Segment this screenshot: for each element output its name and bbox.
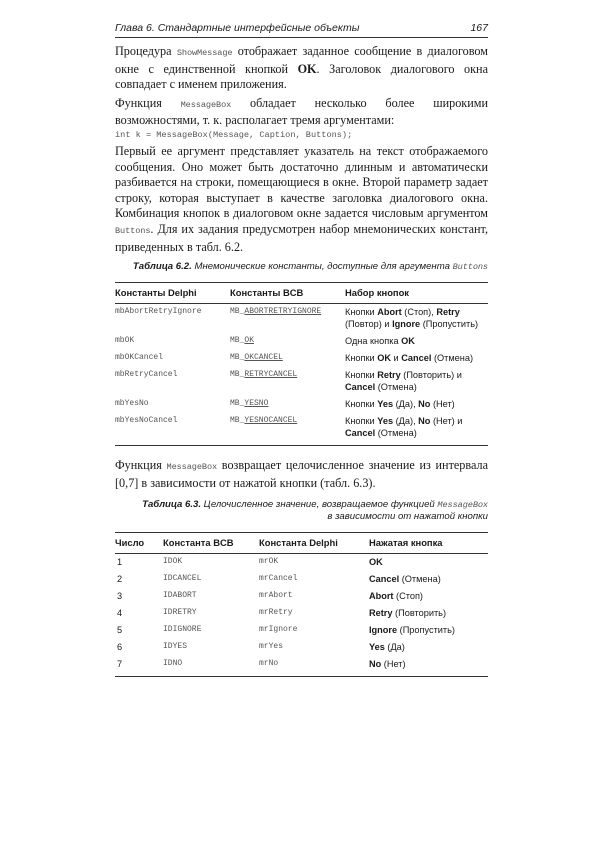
pressed-button [369,656,488,677]
text: (Стоп), [401,307,437,318]
delphi-constant: mbRetryCancel [115,370,178,380]
caption-text-line2: в зависимости от нажатой кнопки [327,511,488,523]
text: (Отмена) [431,353,474,364]
bcb-suffix: YESNO [244,399,269,409]
column-header: Константа BCB [163,533,259,554]
caption-code: Buttons [452,262,488,273]
caption-code: MessageBox [437,500,488,511]
delphi-constant: mrCancel [259,574,298,584]
button-name: No [369,659,382,670]
button-name: Yes [377,416,394,427]
text: Кнопки [345,416,378,427]
button-name: No [418,399,431,410]
column-header: Набор кнопок [345,283,488,304]
text: Функция [115,458,167,473]
text: (Нет) [430,399,455,410]
table-row [115,396,488,413]
bcb-constant [230,367,345,396]
table-row [115,571,488,588]
table-row [115,333,488,350]
bcb-suffix: RETRYCANCEL [244,370,298,380]
column-header: Число [115,533,163,554]
bcb-constant: IDYES [163,642,188,652]
text: Процедура [115,44,177,58]
text: Первый ее аргумент представляет указатель на текст отображаемого сообщения. Оно может быть достаточно длинным и автоматически разбивается на строки, помещающиеся в окне. Второй параметр задает строку, которая выступает в качестве заголовка диалогового окна. Комбинация кнопок в диалоговом окне задается числовым аргументом [115,143,488,221]
inline-code: ShowMessage [176,48,233,58]
bcb-constant: IDNO [163,656,259,677]
text: (Нет) и [430,416,463,427]
column-header: Нажатая кнопка [369,533,488,554]
pressed-button [369,571,488,588]
text: Кнопки [345,307,378,318]
table-6-2 [115,282,488,446]
bcb-prefix: MB_ [230,370,245,380]
pressed-button [369,622,488,639]
button-set [345,367,488,396]
paragraph-arguments [115,144,488,255]
delphi-constant: mbOK [115,336,135,346]
button-name: Cancel [401,353,432,364]
text: . Для их задания предусмотрен набор мнемонических констант, приведенных в табл. 6.2. [115,221,488,254]
table-row [115,605,488,622]
column-header: Константы Delphi [115,283,230,304]
caption-text: Мнемонические константы, доступные для аргумента [191,261,453,273]
table-row [115,588,488,605]
number-cell: 4 [117,608,123,619]
table-row [115,304,488,334]
table-row [115,656,488,677]
bcb-constant [230,396,345,413]
button-name: OK [377,353,391,364]
delphi-constant: mrOK [259,557,279,567]
delphi-constant: mrYes [259,642,284,652]
bcb-prefix: MB_ [230,307,245,317]
text: (Пропустить) [397,625,455,636]
inline-code: MessageBox [166,462,218,473]
caption-text: Целочисленное значение, возвращаемое функцией [201,499,438,511]
text: (Да) [384,642,405,653]
button-name: Retry [377,370,401,381]
delphi-constant: mrNo [259,656,369,677]
paragraph-return-value [115,458,488,491]
button-set [345,333,488,350]
button-name: Cancel [369,574,400,585]
button-name: Cancel [345,382,376,393]
table-row [115,554,488,572]
text: обладает несколько более широкими возможностями, т. к. располагает тремя аргументами: [115,95,488,128]
bcb-constant: IDIGNORE [163,625,202,635]
text: Кнопки [345,370,378,381]
delphi-constant: mbOKCancel [115,353,164,363]
text: (Отмена) [399,574,441,585]
column-header: Константы BCB [230,283,345,304]
bcb-prefix: MB_ [230,336,245,346]
delphi-constant: mbYesNoCancel [115,413,230,446]
bcb-constant [230,350,345,367]
button-name: Abort [369,591,394,602]
text: (Нет) [381,659,406,670]
column-header: Константа Delphi [259,533,369,554]
text: Функция [115,95,181,110]
pressed-button [369,588,488,605]
button-name: Retry [436,307,460,318]
inline-code: Buttons [115,225,151,236]
number-cell: 6 [117,642,123,653]
button-name: No [418,416,431,427]
code-line: int k = MessageBox(Message, Caption, Buttons); [115,129,353,140]
text: Кнопки [345,399,378,410]
button-name: Ignore [392,319,421,330]
delphi-constant: mrRetry [259,608,293,618]
pressed-button [369,605,488,622]
text: (Да), [393,416,419,427]
text: . Заголовок диалогового окна совпадает с именем приложения. [115,61,488,92]
bcb-prefix: MB_ [230,399,245,409]
bcb-constant: IDCANCEL [163,574,202,584]
table-6-3 [115,532,488,677]
text: (Отмена) [375,382,417,393]
text: (Отмена) [375,428,417,439]
button-name: Abort [377,307,402,318]
pressed-button [369,554,488,572]
number-cell: 5 [117,625,123,636]
delphi-constant: mrAbort [259,591,293,601]
delphi-constant: mbYesNo [115,399,149,409]
button-name: Yes [369,642,385,653]
text: (Повтор) и [345,319,393,330]
button-name: Retry [369,608,393,619]
text: Кнопки [345,353,378,364]
table-row [115,622,488,639]
table-row [115,350,488,367]
button-name: OK [401,336,415,347]
running-header [115,22,488,38]
button-set [345,396,488,413]
bcb-suffix: OKCANCEL [244,353,283,363]
text: (Пропустить) [420,319,479,330]
table-row [115,639,488,656]
text: и [391,353,402,364]
button-name: OK [369,557,383,568]
text: (Повторить) и [400,370,462,381]
delphi-constant: mbAbortRetryIgnore [115,307,202,317]
page-number: 167 [470,22,488,34]
paragraph-showmessage [115,44,488,93]
bcb-constant: IDRETRY [163,608,197,618]
paragraph-messagebox [115,96,488,129]
pressed-button [369,639,488,656]
delphi-constant: mrIgnore [259,625,298,635]
text: Одна кнопка [345,336,402,347]
button-name: Cancel [345,428,376,439]
bcb-suffix: YESNOCANCEL [244,416,298,426]
button-name: Yes [377,399,394,410]
inline-code: MessageBox [180,99,232,110]
bcb-prefix: MB_ [230,353,245,363]
number-cell: 3 [117,591,123,602]
button-set [345,304,488,334]
chapter-title: Глава 6. Стандартные интерфейсные объекты [115,22,360,34]
table-6-3-caption [115,499,488,523]
button-name: Ignore [369,625,398,636]
text: (Да), [393,399,419,410]
number-cell: 2 [117,574,123,585]
bcb-constant [230,413,345,446]
table-header-row [115,533,488,554]
text: отображает заданное сообщение в диалоговом окне с единственной кнопкой [115,44,488,76]
bcb-suffix: OK [244,336,255,346]
bcb-suffix: ABORTRETRYIGNORE [244,307,322,317]
table-row [115,367,488,396]
bcb-prefix: MB_ [230,416,245,426]
text: (Стоп) [393,591,423,602]
caption-number: Таблица 6.3. [142,499,201,511]
bcb-constant [230,304,345,334]
number-cell: 1 [117,557,123,568]
caption-number: Таблица 6.2. [132,261,192,273]
text: (Повторить) [392,608,447,619]
bcb-constant: IDOK [163,557,183,567]
table-header-row [115,283,488,304]
table-6-2-caption [115,261,488,273]
button-set [345,350,488,367]
button-set [345,413,488,446]
text: возвращает целочисленное значение из интервала [0,7] в зависимости от нажатой кнопки (табл. 6.3). [115,458,488,490]
number-cell: 7 [115,656,163,677]
bold-text: OK [297,61,317,76]
bcb-constant: IDABORT [163,591,197,601]
book-page [115,22,488,677]
table-row [115,413,488,446]
bcb-constant [230,333,345,350]
